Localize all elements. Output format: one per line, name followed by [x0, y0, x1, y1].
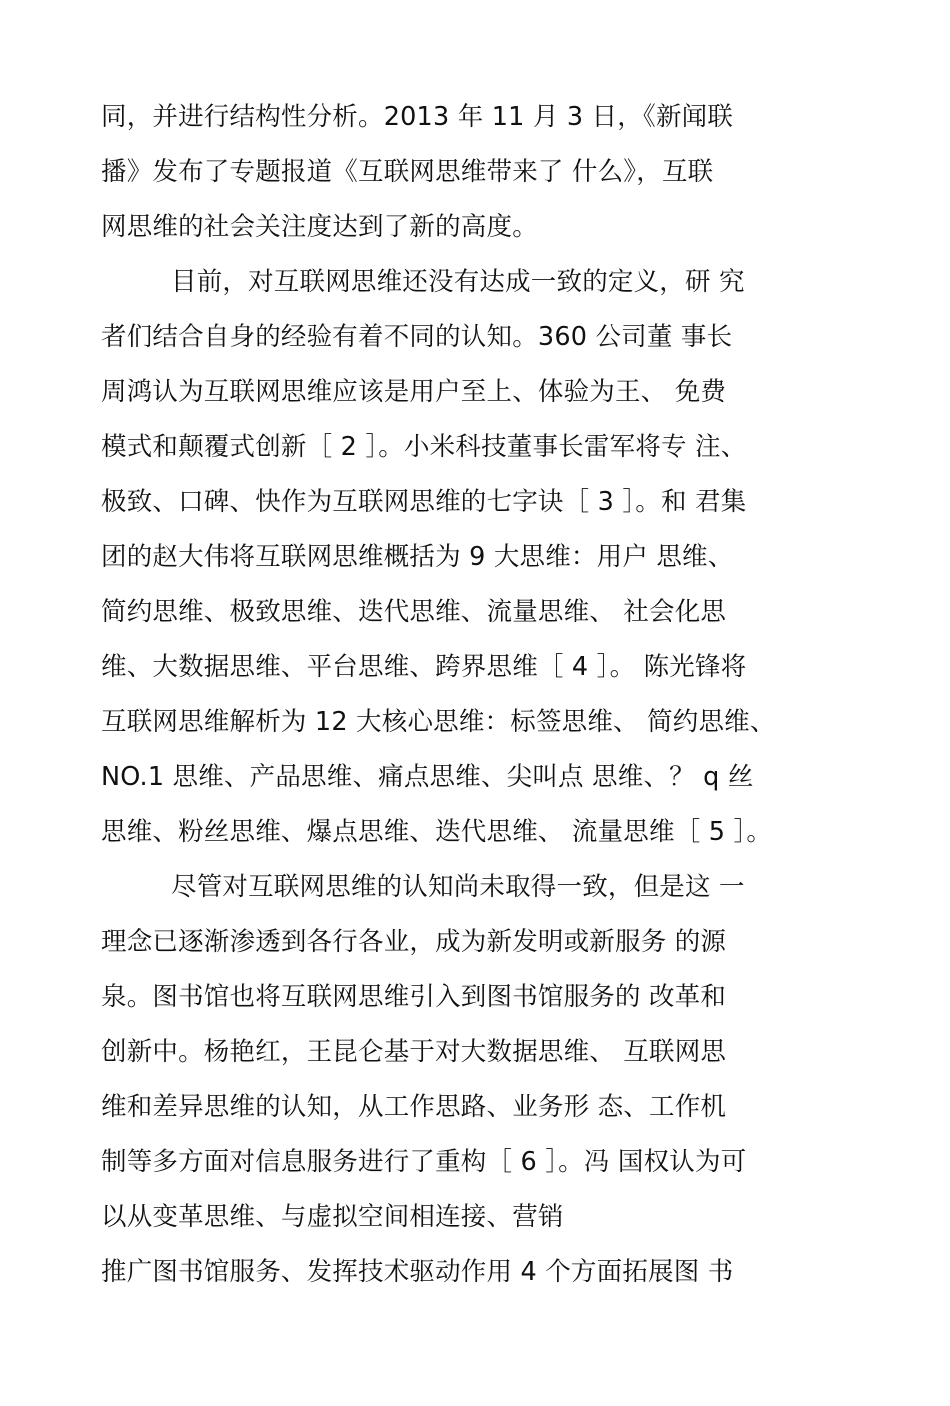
text-line: 互联网思维解析为 12 大核心思维：标签思维、 简约思维、	[101, 707, 776, 737]
text-line: 简约思维、极致思维、迭代思维、流量思维、 社会化思	[101, 597, 727, 627]
text-line: 网思维的社会关注度达到了新的高度。	[101, 212, 538, 242]
text-line: 者们结合自身的经验有着不同的认知。360 公司董 事长	[101, 322, 733, 352]
paragraph-start-line: 尽管对互联网思维的认知尚未取得一致，但是这 一	[171, 872, 745, 902]
text-line: 思维、粉丝思维、爆点思维、迭代思维、 流量思维［ 5 ］。	[101, 817, 773, 847]
text-line: 同，并进行结构性分析。2013 年 11 月 3 日，《新闻联	[101, 102, 734, 132]
text-line: 周鸿认为互联网思维应该是用户至上、体验为王、 免费	[101, 377, 727, 407]
text-line: 泉。图书馆也将互联网思维引入到图书馆服务的 改革和	[101, 982, 727, 1012]
text-line: 维、大数据思维、平台思维、跨界思维［ 4 ］。 陈光锋将	[101, 652, 747, 682]
text-line: 创新中。杨艳红，王昆仑基于对大数据思维、 互联网思	[101, 1037, 727, 1067]
text-line: 模式和颠覆式创新［ 2 ］。小米科技董事长雷军将专 注、	[101, 432, 747, 462]
text-line: NO.1 思维、产品思维、痛点思维、尖叫点 思维、？ q 丝	[101, 762, 754, 792]
text-line: 理念已逐渐渗透到各行各业，成为新发明或新服务 的源	[101, 927, 727, 957]
text-line: 以从变革思维、与虚拟空间相连接、营销	[101, 1202, 564, 1232]
text-line: 推广图书馆服务、发挥技术驱动作用 4 个方面拓展图 书	[101, 1257, 734, 1287]
text-line: 播》发布了专题报道《互联网思维带来了 什么》，互联	[101, 157, 714, 187]
paragraph-start-line: 目前，对互联网思维还没有达成一致的定义，研 究	[171, 267, 745, 297]
text-line: 维和差异思维的认知，从工作思路、业务形 态、工作机	[101, 1092, 727, 1122]
text-line: 制等多方面对信息服务进行了重构［ 6 ］。冯 国权认为可	[101, 1147, 747, 1177]
text-line: 极致、口碑、快作为互联网思维的七字诀［ 3 ］。和 君集	[101, 487, 747, 517]
text-line: 团的赵大伟将互联网思维概括为 9 大思维：用户 思维、	[101, 542, 734, 572]
